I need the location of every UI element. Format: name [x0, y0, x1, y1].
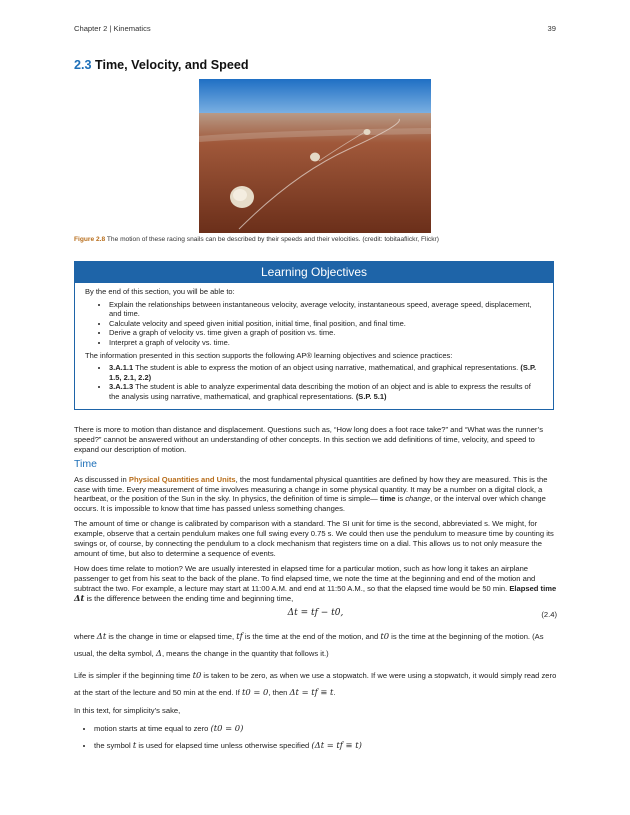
- p3-text-a: How does time relate to motion? We are usually interested in elapsed time for a particular motion, such as how long it takes an airplane passenger to get from his seat to the back of the plane. To find elapsed time, we note the time at the beginning and end of the motion and subtract the two. For example, a lecture may start at 11:00 A.M. and end at 11:50 A.M., so that the elapsed time would be 50 min.: [74, 563, 536, 593]
- simplicity-paragraph: In this text, for simplicity’s sake,: [74, 705, 181, 715]
- p3-text-b: is the difference between the ending time and beginning time,: [84, 593, 294, 603]
- equation-math: Δt = tf − t0,: [287, 607, 344, 618]
- p5-d: .: [333, 687, 336, 697]
- objectives-list: [85, 300, 543, 348]
- snail-photo-illustration: [199, 79, 431, 233]
- where-sym-4: Δ: [155, 647, 162, 658]
- ap-text: The student is able to express the motion of an object using narrative, mathematical, and graphical representations.: [133, 363, 521, 373]
- where-d: is the time at the beginning of the motion. (As usual, the delta symbol,: [74, 631, 544, 658]
- where-sym-2: tf: [236, 630, 243, 641]
- delta-t-symbol: Δt: [74, 592, 85, 603]
- term-change: change: [405, 494, 431, 504]
- section-number: 2.3: [74, 58, 92, 72]
- where-b: is the change in time or elapsed time,: [106, 631, 237, 641]
- list-item: [94, 720, 557, 737]
- p5-b: is taken to be zero, as when we use a stopwatch. If we were using a stopwatch, it would simply read zero at the start of the lecture and 50 min at the end. If: [74, 670, 557, 697]
- where-c: is the time at the end of the motion, and: [242, 631, 381, 641]
- p5-sym-3: Δt = tf ≡ t: [289, 686, 334, 697]
- p5-sym-2: t0 = 0: [242, 686, 269, 697]
- figure-caption-text: The motion of these racing snails can be described by their speeds and their velocities. (credit: tobitaaflickr, Flickr): [106, 236, 439, 243]
- bullet-text: the symbol: [94, 741, 133, 751]
- snail-photo: [199, 79, 431, 233]
- equation-number: (2.4): [541, 609, 557, 619]
- p5-c: , then: [268, 687, 290, 697]
- time-paragraph-2: The amount of time or change is calibrated by comparison with a standard. The SI unit for time is the second, abbreviated s. We might, for example, observe that a certain pendulum makes one full swing every 0.75 s. We could then use the pendulum to measure time by counting its swings or, of course, by connecting the pendulum to a clock mechanism that registers time on a dial. This allows us to not only measure the amount of time, but also to determine a sequence of events.: [74, 519, 554, 558]
- ap-text: The student is able to analyze experimental data describing the motion of an object and is able to express the results of the analysis using narrative, mathematical, and graphical representations.: [109, 382, 531, 401]
- p5-a: Life is simpler if the beginning time: [74, 670, 193, 680]
- chapter-label: Chapter 2 | Kinematics: [74, 24, 151, 33]
- physical-quantities-link[interactable]: Physical Quantities and Units: [128, 474, 236, 484]
- where-paragraph: [74, 628, 557, 662]
- where-sym-3: t0: [380, 630, 390, 641]
- time-heading: Time: [74, 457, 97, 470]
- ap-intro: The information presented in this section supports the following AP® learning objectives and science practices:: [85, 350, 453, 360]
- ap-practices: (S.P. 1.5, 2.1, 2.2): [109, 363, 537, 382]
- p1-text-b: , the most fundamental physical quantities are defined by how they are measured. This is the case with time. Every measurement of time involves measuring a change in some physical quantity. It may be a number on a digital clock, a heartbeat, or the position of the Sun in the sky. In physics, the definition of time is simple—: [74, 474, 548, 504]
- where-e: , means the change in the quantity that follows it.): [161, 648, 329, 658]
- figure-caption: [74, 236, 556, 243]
- where-sym-1: Δt: [96, 630, 107, 641]
- p1-text-c: is: [395, 494, 406, 504]
- ap-code: 3.A.1.3: [109, 382, 134, 392]
- p1-text-a: As discussed in: [74, 474, 129, 484]
- objectives-intro: By the end of this section, you will be able to:: [85, 287, 235, 296]
- ap-practices: (S.P. 5.1): [355, 391, 387, 401]
- bullet-math: (t0 = 0): [210, 723, 244, 734]
- term-time: time: [379, 494, 396, 504]
- section-title: [74, 58, 249, 72]
- page-header: [74, 24, 556, 36]
- equation-2-4: [74, 606, 557, 626]
- p5-sym-1: t0: [192, 669, 202, 680]
- learning-objectives-heading: Learning Objectives: [75, 262, 553, 283]
- list-item: [94, 737, 557, 754]
- section-title-text: Time, Velocity, and Speed: [95, 58, 249, 72]
- time-paragraph-3: [74, 564, 557, 604]
- p1-text-d: , or the interval over which change occurs. It is impossible to know that time has passed unless something changes.: [74, 494, 546, 514]
- bullet-math: (Δt = tf ≡ t): [311, 740, 362, 751]
- simplicity-list: [74, 720, 557, 754]
- objective-item: • Interpret a graph of velocity vs. time.: [109, 338, 543, 348]
- objective-item: • Derive a graph of velocity vs. time given a graph of position vs. time.: [109, 328, 543, 338]
- ap-code: 3.A.1.1: [109, 363, 134, 373]
- bullet-text: motion starts at time equal to zero: [94, 724, 211, 734]
- intro-paragraph: There is more to motion than distance and displacement. Questions such as, “How long does a foot race take?” and “What was the runner’s speed?” cannot be answered without an understanding of other concepts. In this section we add definitions of time, velocity, and speed to expand our description of motion.: [74, 425, 544, 454]
- bullet-text-2: is used for elapsed time unless otherwise specified: [136, 741, 312, 751]
- objective-item: • Explain the relationships between instantaneous velocity, average velocity, instantaneous speed, average speed, displacement, and time.: [109, 300, 543, 319]
- learning-objectives-box: [74, 261, 554, 410]
- ap-objective-item: [109, 382, 543, 401]
- objective-item: • Calculate velocity and speed given initial position, initial time, final position, and final time.: [109, 319, 543, 329]
- ap-objectives-list: [85, 363, 543, 401]
- where-a: where: [74, 631, 97, 641]
- figure-label: Figure 2.8: [74, 236, 106, 243]
- page-number: 39: [547, 24, 556, 33]
- stopwatch-paragraph: [74, 667, 557, 701]
- bullet-symbol-t: t: [132, 740, 137, 751]
- term-elapsed-time: Elapsed time: [509, 583, 557, 593]
- ap-objective-item: [109, 363, 543, 382]
- body-text: [74, 425, 557, 754]
- time-paragraph-1: [74, 475, 557, 515]
